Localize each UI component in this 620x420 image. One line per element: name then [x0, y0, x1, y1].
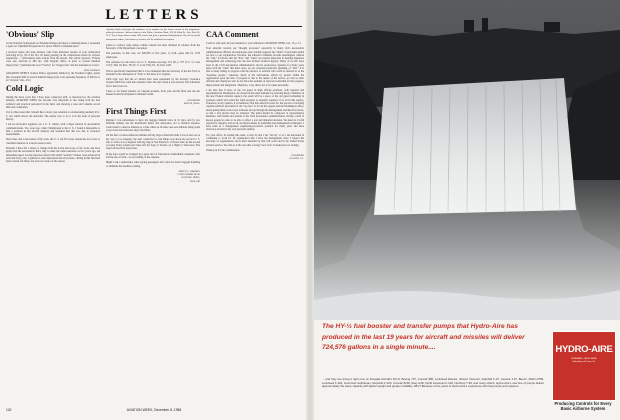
editor-note: (AVIATION WEEK'S Science Editor, apparently blinded by the Northern Lights, grants that a Doppler shift of several hundred megacycles at an operating frequency of 400 mc is an "obvious" slip—Ed.) — [6, 72, 100, 82]
letter-paragraph: gation to contract trade unless written consent has been obtained in advance from the Secretary of the Department concerned. — [106, 43, 200, 51]
letter-signature: PERCY L. CROSBY 71 Devonshire Road Watford, Herts, England — [177, 169, 200, 183]
headline-caa-comment: CAA Comment — [206, 30, 259, 39]
letter-paragraph: The penalties, in this case, are $20,000 or five years, or both—quite still for 1720 employees. — [106, 52, 200, 59]
hydro-aire-logo — [552, 331, 616, 401]
letters-masthead: LETTERS — [6, 7, 302, 27]
letter-paragraph: For your office, in reading this letter, it may be that I am "fed up" or as I am interested in continuing to work for an organization that I have the management since I respect the necessity of organizations above their shoulder by that will work and in the United States aviation service. Yes, this as is the case that a strong "new look" is needed now is lacking. — [206, 133, 304, 147]
advertisement-page — [314, 0, 620, 420]
page-gutter — [306, 0, 314, 420]
letter-paragraph: I wish to refer and call your attention to your editorial in AVIATION WEEK, Oct. 13, p. 21. — [206, 42, 302, 45]
letter-paragraph: Until logic says that the act should have been suspended by the Security Clearance System which has come into existence since the days when it was enacted. The ridiculous fact is that it has not. — [106, 78, 200, 88]
brand-subtitle: BURBANK, CALIFORNIA Subsidiary of Crane Co. — [571, 358, 597, 363]
letter-paragraph: Might I ask, I understand, other paying passengers add a plea for better baggage handling to eliminate the needless waiting. — [106, 161, 200, 168]
letter-paragraph: Since then, due to the nature of my work, the U. S. Air Force has cleared me for access to classified material on a need-to-know basis. — [6, 138, 100, 145]
letter-paragraph: Your editorial towards our "thought processes" especially in many Civil Aeronautics Administration officials and employees and certainly supports the "mind" of problems which are new to our organization; however, the editorial comments become meaningless without the "why." It follows that the "how" and "when" are equally important in meeting ingenious management and technology into the new Federal Aviation Agency. Many of us who have been in the Civil Aeronautics Administration and its predecessor agencies for many years agree with the "what" that must. Also, we are concerned generally speaking, of "who." It is true to many failing to progress with the advance of aviation who could be referred to as the "nonsense people." Likewise, much of the deficiencies effects by people within the organization upon the side of progress is due to the nature of the service, as well as other officials and employees who do not have the qualities of rigorous leadership for the progress, improvement and integration. Therefore, I say, this is not to be taken personally. — [206, 47, 304, 87]
letter-signature: ROY GEORGE — [84, 69, 100, 73]
letter-paragraph: I received letters and long distance calls from interested readers of your publication following its (p. 58 of the Oct. 20 issue) quoting on the comparisons stated on obvious frequencies .... (Discussing radio echoes from the moons. The article reported, "Echoes were also detected at 400 mc, with Doppler shifts, at great to several hundred megacycles".) Substitute the word "twelve" for "megacycles" and the statement is correct. — [6, 50, 100, 67]
waterfall-photo — [314, 0, 620, 320]
letter-paragraph: This is specifically mentioned that it is not mandated that the Secretary of the Air Force is included in the description of "Inds" to the letter for Congress. — [106, 69, 200, 76]
letter-paragraph: Recently I have felt a desire to change both the locale and scope of my work, and have again tried the aeronautical field, only to meet the same resistance as two years ago. An interesting aspect was the rigorous refusal with which "security" matters were advanced in each and every case. I gathered a clear impression that all persons—hiring in this field had been warned off aliens, but were not aware of the reason. — [6, 147, 100, 164]
letter-paragraph: At the National Symposium on Extended Range and Space Communications, I presented a paper on "Optimum Frequencies for Space Vehicle Communication." — [6, 42, 100, 49]
letter-signature: ENGINEER Boston, Mass. — [183, 98, 200, 105]
editor-policy-box: Aviation Week welcomes the opinions of its readers on the issues raised in the magazine's editorial columns. Address letters to the Editor, Aviation Week, 330 W. 42nd St., New York 36, N. Y. Try to keep letters under 500 words and give a genuine identification. We will not print anonymous letters, but names of writers will be withheld on request. — [106, 28, 200, 41]
letter-paragraph: In the days would be wrapped up a great deal of frustration, irremediable telephone calls and the use of form—to say nothing of the expense. — [106, 152, 200, 160]
letters-page — [0, 0, 306, 420]
brand-tagline: Producing Controls for Every Basic Airborne System — [554, 401, 612, 411]
headline-cold-logic: Cold Logic — [6, 84, 44, 94]
page-number: 102 — [6, 408, 12, 412]
ad-body-text: ... and they are doing it right now on Douglas Aircraft's DC-8, Boeing 707, Convair 880, Lockheed Electra, Vickers Viscount, Fairchild F-27, Cessna T-37, Beech, Martin P5M, Lockheed F-104, Grumman Gulfstream, Republic F-105, Convair B-58, Navy A4D, North American F-100, Northrop T-38, and many others. Hydro-Aire's new line of pumps deliver approximately the same capacity with lighter weight and greater reliability. Why? Because of the years of Hydro-Aire's experience with fuel pumps and systems. — [322, 377, 544, 389]
letter-paragraph: During the more years that I have been connected with, or interested in, the aviation industry, AVIATION WEEK has become very important to me, being both the best technical and practical periodical in the field, and showing a sane and valuable record time and consistency. — [6, 96, 100, 110]
headline-obvious-slip: 'Obvious' Slip — [6, 30, 55, 39]
letter-paragraph: I am an electronics engineer, not a U. S. citizen, with a major interest in aeronautical communications. Two years ago, when I immigrated to the U. S., I found it impossible to find a position in the aircraft industry and assumed that this was due to clearance requirements. — [6, 123, 100, 137]
letter-paragraph: It is for this reason that I should like to draw your attention to an interesting anomaly in U. S. law which allows the unlawful. The easiest way to do it is in the form of personal history. — [6, 111, 100, 121]
letter-paragraph: Perhaps I was unfortunate to have my luggage mislaid twice in 10 days, and by two different airlines, but the insufficient letters and annoyance, not to mention expense, would seem to deserve mention at a time when on all sides one sees millions being spent on jet travel and elaborate airport facilities. — [106, 119, 200, 132]
letter-paragraph: Thank you for the consideration. — [206, 148, 240, 152]
brand-name: HYDRO-AIRE — [555, 344, 613, 355]
column-1 — [6, 28, 100, 403]
letter-paragraph: The reference for the above are: U. S. Statutes-At-Large, Vol. 68, p. 797 (5 U. S. Code 1317); Title 18, Para. 335 (U. S. Code 793); Tit. 18, Para. 1001. — [106, 61, 200, 68]
headline-first-things-first: First Things First — [106, 107, 167, 117]
letter-paragraph: I have so far found refusals, on coherent grounds, from your aircraft firms and one Air Research and Development Command Center. — [106, 90, 200, 97]
letter-signature: ENGINEER Gloster, Va. — [289, 154, 304, 161]
column-2 — [106, 28, 200, 403]
letter-paragraph: I am sure that if more of the old guard in high official positions, both regional and departmental in Washington, are chosen in the panel mandate for selecting likely candidates in the new Federal Aviation Agency, the result will be a piece of the old guard remaining in positions which will retard the rapid progress so urgently required of us all in this agency. Therefore, in my opinion, it is mandatory that this selection board for the process of securing capable technical personnel for the "top spot" is for all the regions and the Washington office, interrogating them at the lower echelons and up through the management and direction levels, so that a true picture may be obtained. The panel should be composed of representative members, both inside and outside of the Civil Aeronautics Administration, having a staff of known people in order to be able to effect a real and impartial decision. We must do it with objectivity, integrity and an all-out improvement in leadership and management techniques. I have been in a management engineering-executive position for many years and have observed, and above my own personal opinion. — [206, 88, 304, 132]
column-3 — [206, 28, 304, 403]
footer-issue-line: AVIATION WEEK, December 8, 1958 — [126, 408, 182, 412]
ad-headline: The HY-½ fuel booster and transfer pumps that Hydro-Aire has produced in the last 19 years for aircraft and missiles will deliver 724,576 gallons in a single minute.... — [322, 323, 525, 352]
letter-paragraph: On the first occasion American Airlines left my bags at Idlewild while I was in and out on my way to Los Angeles; my next connection to San Diego was about my second U. S. trip, to arrive at Los Angeles with my bags at San Francisco. 23 hours later. At the second occasion Trans Canada Air Lines left my bags at Toronto on a flight to Vancouver. The bags followed five hours later. — [106, 134, 200, 151]
